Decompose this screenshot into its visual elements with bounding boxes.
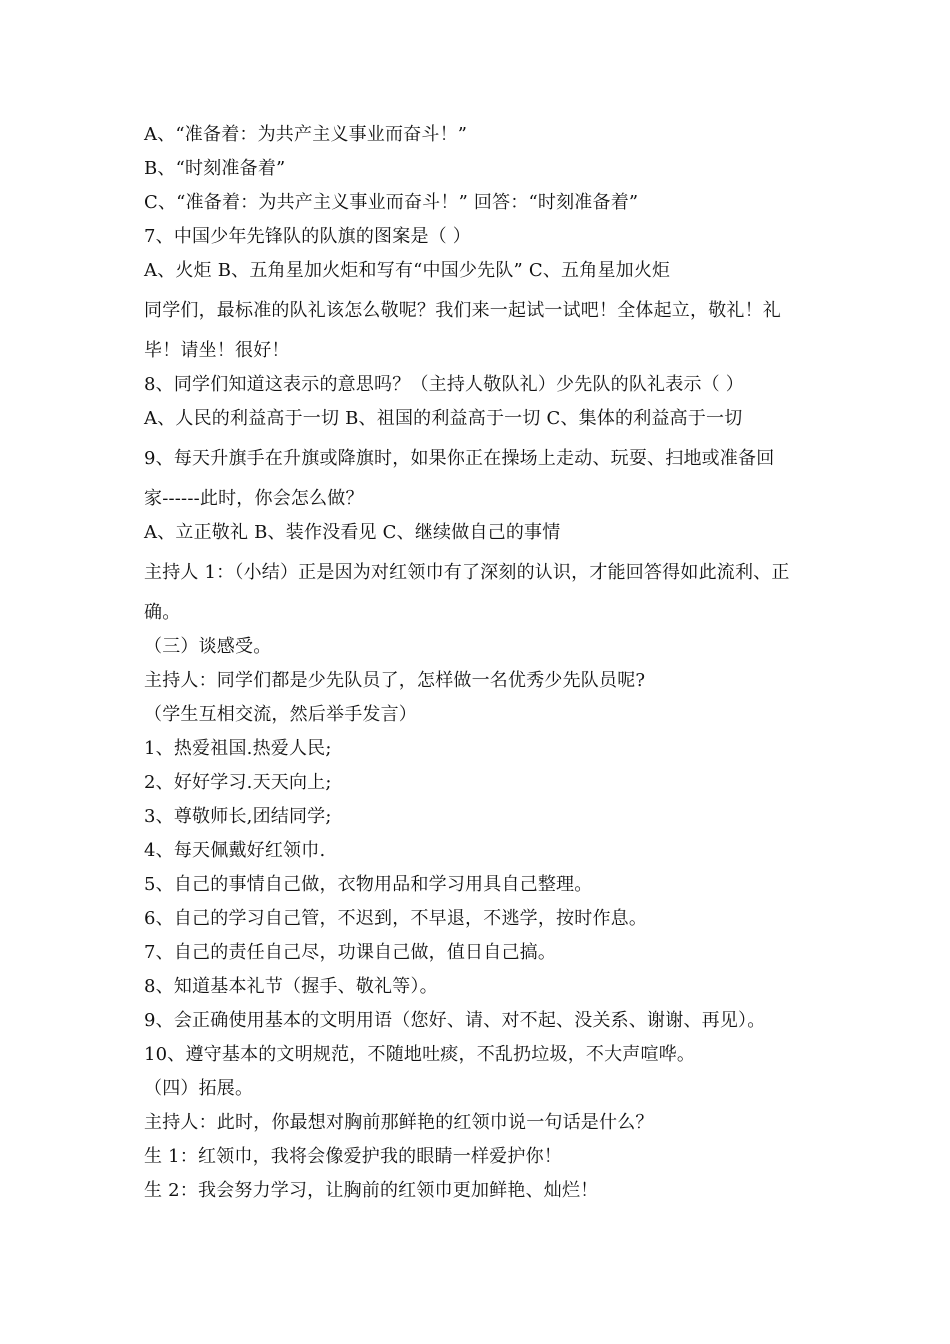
document-body <box>144 118 824 1208</box>
list-item: 3、尊敬师长,团结同学; <box>144 806 332 827</box>
answer-option-b: B、“时刻准备着” <box>144 158 286 179</box>
section-four-heading: （四）拓展。 <box>144 1078 254 1099</box>
list-item: 6、自己的学习自己管，不迟到，不早退，不逃学，按时作息。 <box>144 908 648 929</box>
salute-instruction-line-1: 同学们，最标准的队礼该怎么敬呢？我们来一起试一试吧！全体起立，敬礼！礼 <box>144 300 781 321</box>
list-item: 5、自己的事情自己做，衣物用品和学习用具自己整理。 <box>144 874 593 895</box>
question-8: 8、同学们知道这表示的意思吗？（主持人敬队礼）少先队的队礼表示（ ） <box>144 374 744 395</box>
list-item: 7、自己的责任自己尽，功课自己做，值日自己搞。 <box>144 942 557 963</box>
question-8-options: A、人民的利益高于一切 B、祖国的利益高于一切 C、集体的利益高于一切 <box>144 408 743 429</box>
question-9-line-2: 家------此时，你会怎么做？ <box>144 488 364 509</box>
student-1-response: 生 1：红领巾，我将会像爱护我的眼睛一样爱护你！ <box>144 1146 562 1167</box>
list-item: 1、热爱祖国.热爱人民; <box>144 738 332 759</box>
question-9-options: A、立正敬礼 B、装作没看见 C、继续做自己的事情 <box>144 522 561 543</box>
question-9-line-1: 9、每天升旗手在升旗或降旗时，如果你正在操场上走动、玩耍、扫地或准备回 <box>144 448 775 469</box>
answer-option-a: A、“准备着：为共产主义事业而奋斗！” <box>144 124 468 145</box>
list-item: 10、遵守基本的文明规范，不随地吐痰，不乱扔垃圾，不大声喧哗。 <box>144 1044 696 1065</box>
answer-option-c: C、“准备着：为共产主义事业而奋斗！” 回答：“时刻准备着” <box>144 192 639 213</box>
host-summary-line-2: 确。 <box>144 602 181 623</box>
section-three-heading: （三）谈感受。 <box>144 636 272 657</box>
host-prompt-line: 主持人：此时，你最想对胸前那鲜艳的红领巾说一句话是什么？ <box>144 1112 654 1133</box>
question-7: 7、中国少年先锋队的队旗的图案是（ ） <box>144 226 471 247</box>
list-item: 4、每天佩戴好红领巾. <box>144 840 326 861</box>
student-2-response: 生 2：我会努力学习，让胸前的红领巾更加鲜艳、灿烂！ <box>144 1180 599 1201</box>
list-item: 2、好好学习.天天向上; <box>144 772 332 793</box>
salute-instruction-line-2: 毕！请坐！很好！ <box>144 340 290 361</box>
discussion-note: （学生互相交流，然后举手发言） <box>144 704 417 725</box>
list-item: 8、知道基本礼节（握手、敬礼等）。 <box>144 976 438 997</box>
question-7-options: A、火炬 B、五角星加火炬和写有“中国少先队” C、五角星加火炬 <box>144 260 671 281</box>
host-question-line: 主持人：同学们都是少先队员了，怎样做一名优秀少先队员呢? <box>144 670 646 691</box>
host-summary-line-1: 主持人 1：（小结）正是因为对红领巾有了深刻的认识，才能回答得如此流利、正 <box>144 562 790 583</box>
list-item: 9、会正确使用基本的文明用语（您好、请、对不起、没关系、谢谢、再见）。 <box>144 1010 766 1031</box>
